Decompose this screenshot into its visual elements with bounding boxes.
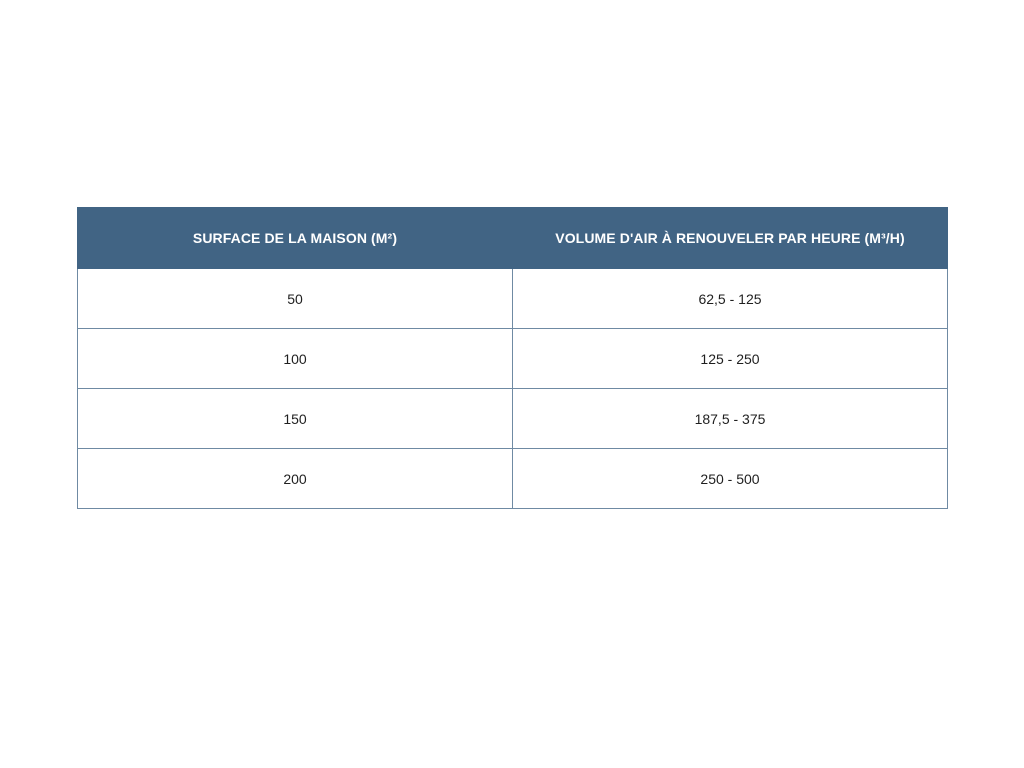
table-row	[78, 449, 948, 509]
cell-volume: 125 - 250	[513, 329, 948, 389]
cell-surface: 50	[78, 269, 513, 329]
cell-surface: 200	[78, 449, 513, 509]
header-surface: SURFACE DE LA MAISON (M²)	[78, 208, 513, 269]
ventilation-table	[77, 207, 948, 509]
cell-volume: 62,5 - 125	[513, 269, 948, 329]
cell-surface: 100	[78, 329, 513, 389]
table-header-row	[78, 208, 948, 269]
cell-volume: 187,5 - 375	[513, 389, 948, 449]
table-body	[78, 269, 948, 509]
ventilation-table-container	[77, 207, 947, 509]
table-header	[78, 208, 948, 269]
cell-surface: 150	[78, 389, 513, 449]
header-volume: VOLUME D'AIR À RENOUVELER PAR HEURE (M³/H)	[513, 208, 948, 269]
table-row	[78, 329, 948, 389]
table-row	[78, 269, 948, 329]
cell-volume: 250 - 500	[513, 449, 948, 509]
table-row	[78, 389, 948, 449]
